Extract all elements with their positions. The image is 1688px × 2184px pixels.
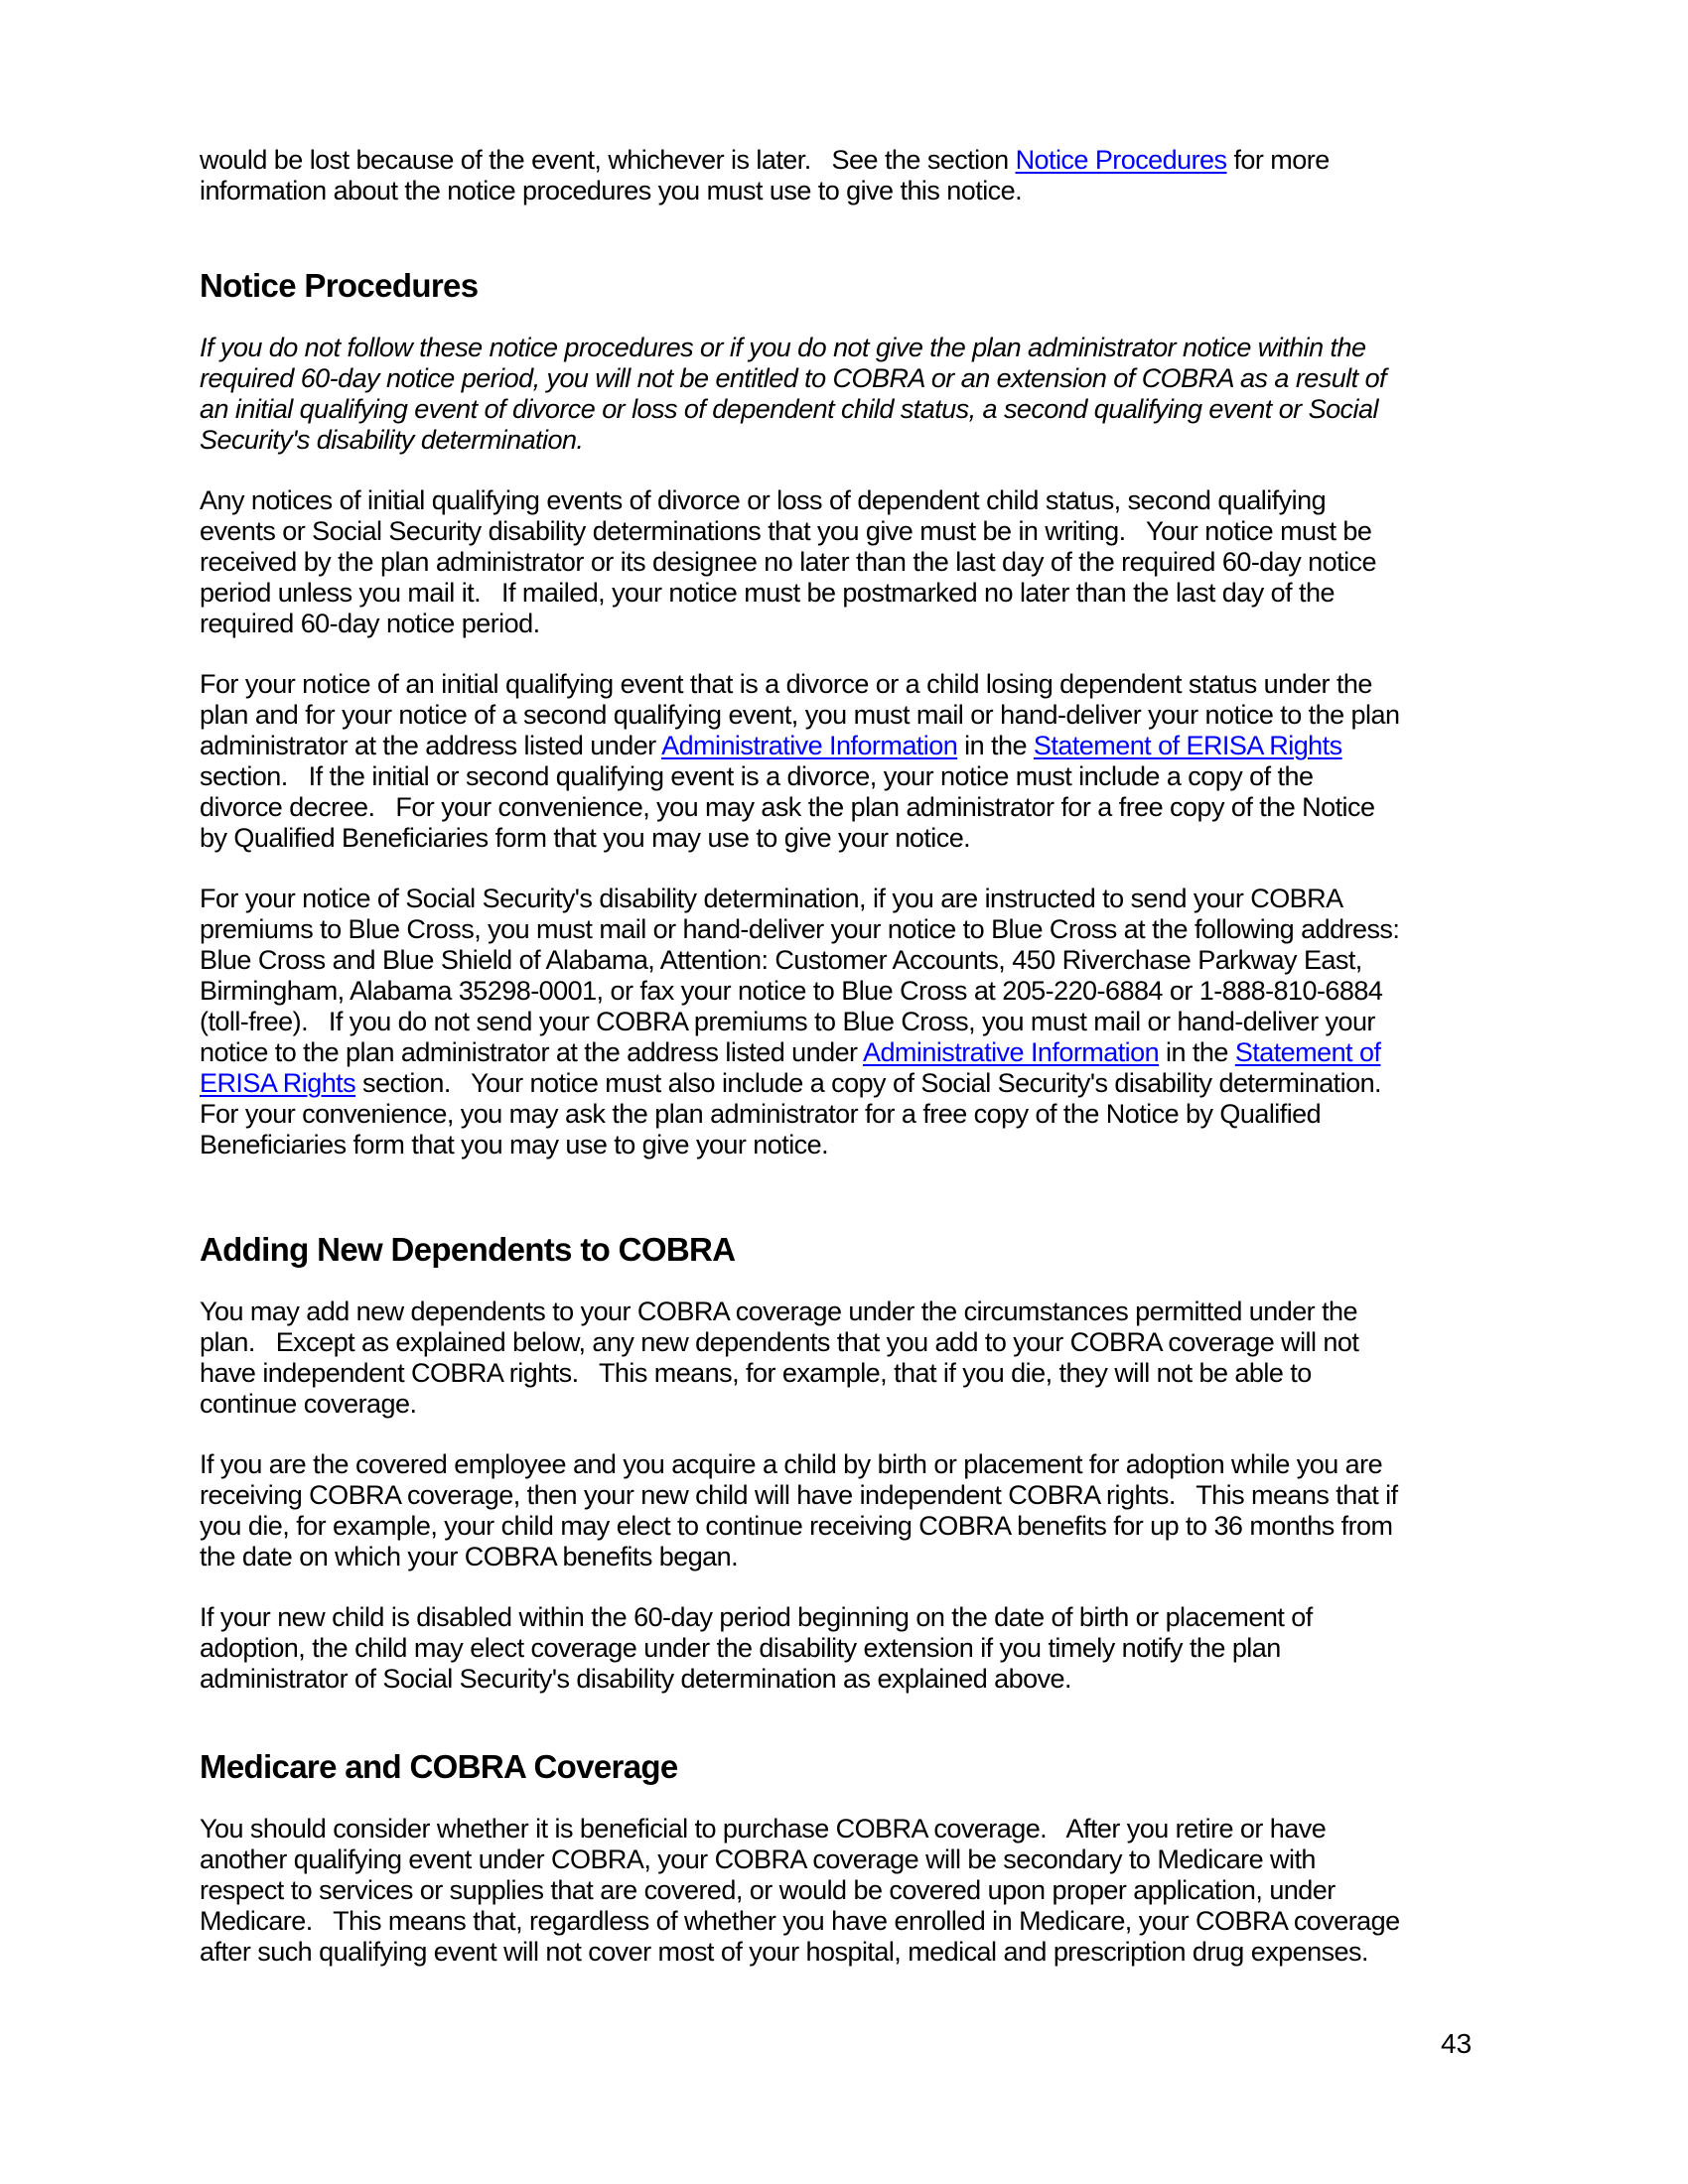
administrative-information-link[interactable]: Administrative Information (661, 731, 958, 760)
text-run: for more (1226, 145, 1330, 175)
text-run: events or Social Security disability determinations that you give must be in writing. Your notice must be (200, 516, 1372, 546)
text-run: Birmingham, Alabama 35298-0001, or fax your notice to Blue Cross at 205-220-6884 or 1-888-810-6884 (200, 976, 1383, 1006)
paragraph-disability-notice (200, 884, 1476, 1160)
paragraph-disabled-child (200, 1602, 1476, 1695)
text-run: If your new child is disabled within the 60-day period beginning on the date of birth or placement of (200, 1602, 1313, 1632)
text-run: receiving COBRA coverage, then your new child will have independent COBRA rights. This means that if (200, 1480, 1398, 1510)
text-run: an initial qualifying event of divorce or loss of dependent child status, a second qualifying event or Social (200, 394, 1378, 424)
statement-of-erisa-rights-link[interactable]: Statement of ERISA Rights (1033, 731, 1342, 760)
text-run: information about the notice procedures you must use to give this notice. (200, 176, 1023, 205)
paragraph-notice-warning (200, 333, 1476, 456)
text-run: after such qualifying event will not cover most of your hospital, medical and prescription drug expenses. (200, 1937, 1368, 1967)
text-run: period unless you mail it. If mailed, your notice must be postmarked no later than the last day of the (200, 578, 1335, 608)
text-run: plan and for your notice of a second qualifying event, you must mail or hand-deliver your notice to the plan (200, 700, 1400, 730)
text-run: notice to the plan administrator at the address listed under (200, 1037, 863, 1067)
heading-adding-new-dependents-to-cobra: Adding New Dependents to COBRA (200, 1231, 736, 1268)
statement-of-erisa-rights-link-2-continued[interactable]: ERISA Rights (200, 1068, 356, 1098)
text-run: you die, for example, your child may elect to continue receiving COBRA benefits for up to 36 months from (200, 1511, 1393, 1541)
paragraph-medicare-secondary (200, 1814, 1476, 1968)
text-run: plan. Except as explained below, any new dependents that you add to your COBRA coverage will not (200, 1327, 1359, 1357)
text-run: For your convenience, you may ask the plan administrator for a free copy of the Notice by Qualified (200, 1099, 1322, 1129)
text-run: adoption, the child may elect coverage under the disability extension if you timely notify the plan (200, 1633, 1281, 1663)
text-run: in the (1159, 1037, 1235, 1067)
text-run: in the (957, 731, 1034, 760)
paragraph-notice-intro (200, 145, 1476, 206)
text-run: If you are the covered employee and you acquire a child by birth or placement for adoption while you are (200, 1449, 1383, 1479)
text-run: For your notice of an initial qualifying event that is a divorce or a child losing dependent status under the (200, 669, 1372, 699)
text-run: required 60-day notice period. (200, 609, 540, 638)
text-run: Beneficiaries form that you may use to give your notice. (200, 1130, 829, 1160)
heading-notice-procedures: Notice Procedures (200, 267, 479, 304)
paragraph-add-dependents (200, 1297, 1476, 1420)
heading-medicare-and-cobra-coverage: Medicare and COBRA Coverage (200, 1748, 678, 1785)
text-run: You should consider whether it is beneficial to purchase COBRA coverage. After you retire or have (200, 1814, 1327, 1843)
page-number: 43 (1441, 2028, 1473, 2059)
text-run: administrator of Social Security's disability determination as explained above. (200, 1664, 1071, 1694)
statement-of-erisa-rights-link-2[interactable]: Statement of (1234, 1037, 1381, 1067)
notice-procedures-link[interactable]: Notice Procedures (1015, 145, 1227, 175)
text-run: another qualifying event under COBRA, your COBRA coverage will be secondary to Medicare with (200, 1844, 1316, 1874)
text-run: If you do not follow these notice procedures or if you do not give the plan administrator notice within the (200, 333, 1366, 362)
text-run: required 60-day notice period, you will not be entitled to COBRA or an extension of COBRA as a result of (200, 363, 1387, 393)
text-run: (toll-free). If you do not send your COBRA premiums to Blue Cross, you must mail or hand-deliver your (200, 1007, 1375, 1036)
text-run: For your notice of Social Security's disability determination, if you are instructed to send your COBRA (200, 884, 1343, 913)
text-run: the date on which your COBRA benefits began. (200, 1542, 739, 1571)
text-run: Any notices of initial qualifying events of divorce or loss of dependent child status, second qualifying (200, 485, 1327, 515)
text-run: by Qualified Beneficiaries form that you may use to give your notice. (200, 823, 971, 853)
text-run: section. If the initial or second qualifying event is a divorce, your notice must include a copy of the (200, 761, 1314, 791)
administrative-information-link-2[interactable]: Administrative Information (862, 1037, 1160, 1067)
text-run: section. Your notice must also include a copy of Social Security's disability determination. (355, 1068, 1382, 1098)
text-run: received by the plan administrator or its designee no later than the last day of the required 60-day notice (200, 547, 1376, 577)
text-run: administrator at the address listed under (200, 731, 662, 760)
paragraph-divorce-notice (200, 669, 1476, 854)
text-run: respect to services or supplies that are covered, or would be covered upon proper application, under (200, 1875, 1336, 1905)
text-run: Blue Cross and Blue Shield of Alabama, Attention: Customer Accounts, 450 Riverchase Parkway East, (200, 945, 1362, 975)
text-run: divorce decree. For your convenience, you may ask the plan administrator for a free copy of the Notice (200, 792, 1375, 822)
document-content (200, 145, 1476, 1968)
text-run: would be lost because of the event, whichever is later. See the section (200, 145, 1016, 175)
text-run: have independent COBRA rights. This means, for example, that if you die, they will not be able to (200, 1358, 1312, 1388)
text-run: You may add new dependents to your COBRA coverage under the circumstances permitted under the (200, 1297, 1357, 1326)
text-run: Security's disability determination. (200, 425, 584, 455)
text-run: premiums to Blue Cross, you must mail or hand-deliver your notice to Blue Cross at the following address: (200, 914, 1400, 944)
paragraph-written-notice (200, 485, 1476, 639)
text-run: Medicare. This means that, regardless of whether you have enrolled in Medicare, your COBRA coverage (200, 1906, 1400, 1936)
text-run: continue coverage. (200, 1389, 417, 1419)
paragraph-newborn-rights (200, 1449, 1476, 1572)
